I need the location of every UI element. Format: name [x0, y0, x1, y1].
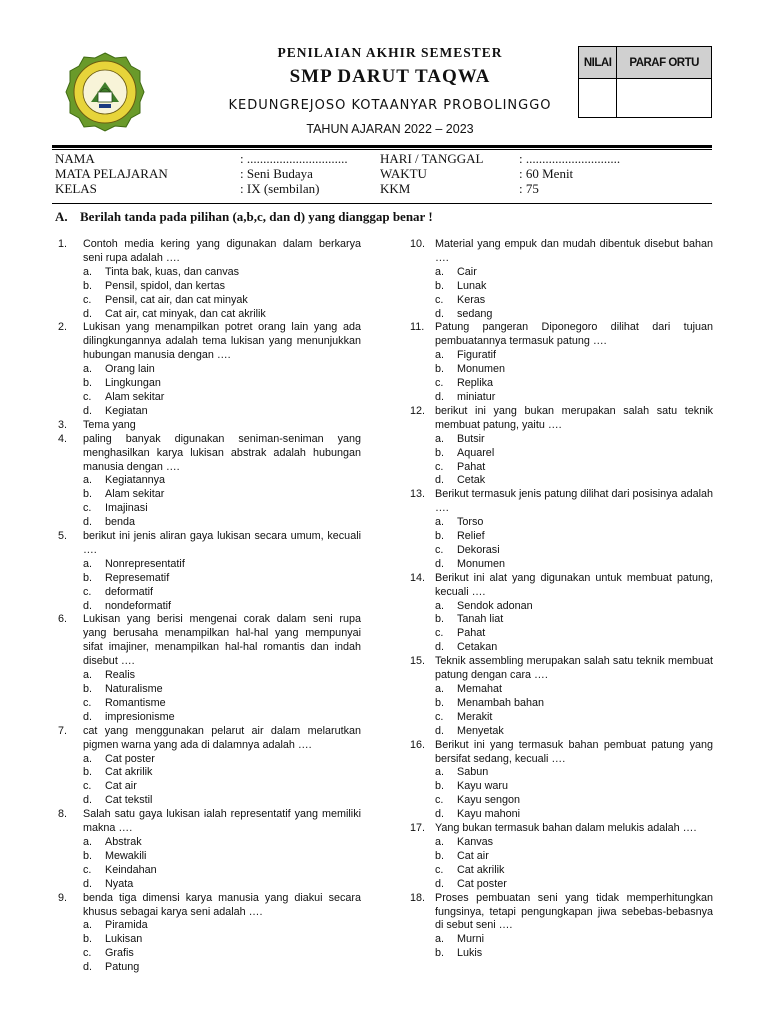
question-number: 14. — [410, 571, 426, 584]
info-row — [55, 166, 715, 181]
option-letter: b. — [435, 947, 445, 960]
answer-option[interactable] — [410, 613, 713, 627]
answer-option[interactable] — [410, 391, 713, 405]
option-text: Romantisme — [105, 696, 166, 709]
question-text: cat yang menggunakan pelarut air dalam melarutkan pigmen warna yang ada di dalamnya adalah …. — [83, 724, 361, 751]
option-letter: c. — [83, 947, 92, 960]
school-logo — [65, 52, 145, 132]
option-text: Abstrak — [105, 835, 142, 848]
answer-option[interactable] — [410, 947, 713, 961]
option-letter: b. — [83, 377, 93, 390]
option-text: Kegiatannya — [105, 474, 166, 487]
option-text: Lukis — [457, 947, 483, 960]
option-letter: b. — [83, 279, 93, 292]
answer-option[interactable] — [58, 697, 361, 711]
exam-title: PENILAIAN AKHIR SEMESTER — [277, 45, 503, 60]
question-number: 17. — [410, 822, 426, 835]
option-letter: d. — [435, 641, 445, 654]
option-text: Menambah bahan — [457, 696, 545, 709]
option-text: Patung — [105, 961, 140, 974]
option-letter: d. — [435, 724, 445, 737]
info-value: : 60 Menit — [519, 166, 574, 181]
answer-option[interactable] — [410, 627, 713, 641]
answer-option[interactable] — [410, 558, 713, 572]
answer-option[interactable] — [58, 683, 361, 697]
option-letter: d. — [435, 877, 445, 890]
answer-option[interactable] — [410, 600, 713, 614]
answer-option[interactable] — [58, 961, 361, 975]
answer-option[interactable] — [58, 266, 361, 280]
school-address: KEDUNGREJOSO KOTAANYAR PROBOLINGGO — [228, 98, 552, 113]
option-letter: d. — [435, 307, 445, 320]
option-letter: c. — [83, 696, 92, 709]
score-field[interactable] — [579, 79, 617, 118]
option-letter: b. — [83, 488, 93, 501]
question — [58, 433, 361, 475]
option-text: Pahat — [457, 627, 486, 640]
option-letter: c. — [435, 543, 444, 556]
info-value: : Seni Budaya — [240, 166, 313, 181]
option-letter: a. — [83, 919, 93, 932]
question — [410, 892, 713, 934]
option-text: Kayu waru — [457, 780, 509, 793]
question — [410, 321, 713, 349]
question-number: 12. — [410, 404, 426, 417]
option-text: Lingkungan — [105, 377, 161, 390]
option-letter: d. — [435, 474, 445, 487]
school-name: SMP DARUT TAQWA — [289, 66, 491, 87]
option-letter: b. — [435, 849, 445, 862]
answer-option[interactable] — [410, 280, 713, 294]
option-letter: a. — [83, 835, 93, 848]
option-text: Cat air — [105, 780, 137, 793]
answer-option[interactable] — [410, 683, 713, 697]
option-letter: b. — [83, 683, 93, 695]
answer-option[interactable] — [58, 474, 361, 488]
option-letter: c. — [83, 585, 92, 598]
option-letter: d. — [435, 557, 445, 570]
answer-option[interactable] — [58, 947, 361, 961]
question — [410, 739, 713, 767]
answer-option[interactable] — [58, 850, 361, 864]
question-number: 5. — [58, 530, 68, 543]
question — [58, 419, 361, 433]
option-letter: c. — [83, 390, 92, 403]
option-letter: b. — [83, 766, 93, 779]
option-text: Grafis — [105, 947, 134, 960]
question — [58, 613, 361, 669]
question — [58, 892, 361, 920]
info-divider — [52, 203, 712, 204]
section-label: A. — [55, 209, 68, 224]
answer-option[interactable] — [410, 377, 713, 391]
option-letter: b. — [435, 279, 445, 292]
option-text: Cetakan — [457, 641, 498, 654]
parent-sign-label: PARAF ORTU — [617, 47, 712, 79]
question-number: 2. — [58, 321, 68, 334]
question-text: Berikut ini yang termasuk bahan pembuat patung yang bersifat sedang, kecuali …. — [435, 738, 713, 765]
name-field[interactable]: : ............................... — [240, 151, 348, 166]
option-letter: a. — [435, 933, 445, 946]
question-text: Berikut ini alat yang digunakan untuk membuat patung, kecuali …. — [435, 571, 713, 598]
option-text: Pensil, cat air, dan cat minyak — [105, 293, 248, 306]
question-number: 7. — [58, 724, 68, 737]
option-letter: a. — [83, 669, 93, 682]
option-text: nondeformatif — [105, 599, 172, 612]
option-letter: a. — [435, 349, 445, 362]
option-letter: a. — [435, 835, 445, 848]
answer-option[interactable] — [58, 711, 361, 725]
question-number: 1. — [58, 238, 68, 250]
option-letter: a. — [83, 265, 93, 278]
score-box — [578, 46, 712, 118]
question-text: Contoh media kering yang digunakan dalam berkarya seni rupa adalah …. — [83, 238, 361, 264]
question-text: benda tiga dimensi karya manusia yang diakui secara khusus sebagai karya seni adalah …. — [83, 891, 361, 918]
question-text: Berikut termasuk jenis patung dilihat dari posisinya adalah …. — [435, 488, 713, 515]
answer-option[interactable] — [58, 864, 361, 878]
question-text: Yang bukan termasuk bahan dalam melukis adalah …. — [435, 822, 697, 835]
option-text: Cat akrilik — [457, 863, 505, 876]
answer-option[interactable] — [410, 474, 713, 488]
option-letter: a. — [83, 752, 93, 765]
question — [410, 488, 713, 516]
option-text: Nyata — [105, 877, 134, 890]
parent-sign-field[interactable] — [617, 79, 712, 118]
option-letter: a. — [435, 265, 445, 278]
option-text: Monumen — [457, 363, 506, 376]
answer-option[interactable] — [410, 725, 713, 739]
option-letter: d. — [435, 808, 445, 821]
option-letter: a. — [435, 766, 445, 779]
score-label: NILAI — [579, 47, 617, 79]
answer-option[interactable] — [58, 405, 361, 419]
option-text: Alam sekitar — [105, 390, 165, 403]
option-text: Cat air, cat minyak, dan cat akrilik — [105, 307, 266, 320]
info-row — [55, 151, 715, 166]
student-info — [55, 151, 715, 196]
option-text: Keras — [457, 293, 486, 306]
info-row — [55, 181, 715, 196]
option-text: Mewakili — [105, 849, 147, 862]
answer-option[interactable] — [58, 280, 361, 294]
answer-option[interactable] — [410, 447, 713, 461]
answer-option[interactable] — [410, 308, 713, 322]
question — [410, 572, 713, 600]
question — [58, 725, 361, 753]
answer-option[interactable] — [58, 766, 361, 780]
question — [410, 238, 713, 266]
option-text: Lunak — [457, 279, 487, 292]
question — [58, 238, 361, 266]
questions-right-column — [410, 238, 713, 961]
answer-option[interactable] — [410, 766, 713, 780]
option-letter: d. — [83, 516, 93, 529]
option-text: miniatur — [457, 390, 496, 403]
answer-option[interactable] — [58, 572, 361, 586]
option-letter: d. — [83, 710, 93, 723]
option-text: Memahat — [457, 683, 503, 695]
question-number: 13. — [410, 488, 426, 501]
question-number: 3. — [58, 418, 68, 431]
answer-option[interactable] — [58, 794, 361, 808]
question-text: Proses pembuatan seni yang tidak memperhitungkan fungsinya, tetapi pengungkapan jiwa sebebas-bebasnya di sebut seni …. — [435, 891, 713, 932]
answer-option[interactable] — [58, 586, 361, 600]
question — [58, 321, 361, 363]
answer-option[interactable] — [410, 711, 713, 725]
option-letter: d. — [83, 877, 93, 890]
academic-year: TAHUN AJARAN 2022 – 2023 — [306, 122, 474, 136]
info-value: : 75 — [519, 181, 539, 196]
option-text: Lukisan — [105, 933, 143, 946]
answer-option[interactable] — [410, 641, 713, 655]
header-divider — [52, 145, 712, 150]
option-letter: d. — [83, 961, 93, 974]
option-letter: b. — [83, 571, 93, 584]
answer-option[interactable] — [410, 836, 713, 850]
question-text: berikut ini jenis aliran gaya lukisan secara umum, kecuali …. — [83, 530, 361, 556]
question-text: Patung pangeran Diponegoro dilihat dari tujuan pembuatannya termasuk patung …. — [435, 321, 713, 348]
option-letter: d. — [83, 794, 93, 807]
answer-option[interactable] — [58, 377, 361, 391]
option-text: Realis — [105, 669, 136, 682]
option-text: Cat poster — [105, 752, 155, 765]
option-text: Menyetak — [457, 724, 504, 737]
answer-option[interactable] — [58, 836, 361, 850]
question-number: 16. — [410, 738, 426, 751]
option-text: Butsir — [457, 432, 485, 445]
option-text: Torso — [457, 516, 484, 529]
question-text: Lukisan yang berisi mengenai corak dalam seni rupa yang berusaha menampilkan hal-hal yang mempunyai sifat imajiner, menampilkan hal-hal romantis dan indah disebut …. — [83, 613, 361, 668]
answer-option[interactable] — [410, 530, 713, 544]
answer-option[interactable] — [58, 391, 361, 405]
option-text: impresionisme — [105, 710, 175, 723]
info-label: WAKTU — [380, 166, 427, 181]
option-text: Imajinasi — [105, 502, 148, 515]
option-text: Kegiatan — [105, 404, 148, 417]
answer-option[interactable] — [58, 780, 361, 794]
option-text: Murni — [457, 933, 484, 946]
answer-option[interactable] — [410, 933, 713, 947]
question-number: 10. — [410, 238, 426, 250]
question-number: 4. — [58, 432, 68, 445]
info-label: KKM — [380, 181, 411, 196]
option-text: Sendok adonan — [457, 599, 533, 612]
answer-option[interactable] — [410, 516, 713, 530]
info-label: KELAS — [55, 181, 97, 196]
question-number: 18. — [410, 891, 426, 904]
option-letter: a. — [435, 683, 445, 695]
answer-option[interactable] — [58, 669, 361, 683]
answer-option[interactable] — [58, 933, 361, 947]
question-text: paling banyak digunakan seniman-seniman yang menghasilkan karya lukisan abstrak adalah hubungan manusia dengan …. — [83, 432, 361, 473]
option-text: Piramida — [105, 919, 148, 932]
option-letter: d. — [435, 390, 445, 403]
option-text: Cat poster — [457, 877, 507, 890]
option-letter: b. — [435, 446, 445, 459]
option-letter: c. — [435, 627, 444, 640]
questions-left-column — [58, 238, 361, 975]
option-text: Kayu mahoni — [457, 808, 521, 821]
answer-option[interactable] — [58, 308, 361, 322]
question — [410, 655, 713, 683]
option-text: Nonrepresentatif — [105, 557, 185, 570]
option-text: Replika — [457, 377, 494, 390]
answer-option[interactable] — [410, 864, 713, 878]
option-letter: b. — [435, 613, 445, 626]
answer-option[interactable] — [58, 488, 361, 502]
option-letter: d. — [83, 307, 93, 320]
option-text: deformatif — [105, 585, 154, 598]
option-text: Orang lain — [105, 363, 155, 376]
answer-option[interactable] — [410, 461, 713, 475]
option-letter: c. — [83, 863, 92, 876]
option-letter: d. — [83, 599, 93, 612]
option-letter: c. — [435, 293, 444, 306]
answer-option[interactable] — [410, 544, 713, 558]
question — [410, 405, 713, 433]
option-text: Kayu sengon — [457, 794, 521, 807]
question-text: Teknik assembling merupakan salah satu teknik membuat patung dengan cara …. — [435, 655, 713, 682]
answer-option[interactable] — [58, 919, 361, 933]
option-text: benda — [105, 516, 136, 529]
option-text: Tanah liat — [457, 613, 504, 626]
option-letter: b. — [435, 530, 445, 543]
answer-option[interactable] — [410, 266, 713, 280]
answer-option[interactable] — [410, 433, 713, 447]
option-letter: b. — [435, 363, 445, 376]
question-number: 8. — [58, 808, 68, 821]
option-letter: b. — [435, 696, 445, 709]
option-text: Cat air — [457, 849, 489, 862]
info-label: NAMA — [55, 151, 95, 166]
question — [410, 822, 713, 836]
answer-option[interactable] — [410, 349, 713, 363]
option-letter: a. — [435, 516, 445, 529]
answer-option[interactable] — [58, 502, 361, 516]
option-letter: c. — [83, 502, 92, 515]
option-letter: b. — [83, 849, 93, 862]
info-label: MATA PELAJARAN — [55, 166, 168, 181]
answer-option[interactable] — [58, 600, 361, 614]
option-letter: c. — [83, 780, 92, 793]
option-letter: c. — [435, 460, 444, 473]
question — [58, 530, 361, 558]
option-text: Merakit — [457, 710, 493, 723]
answer-option[interactable] — [410, 697, 713, 711]
option-text: Cair — [457, 265, 477, 278]
option-text: Cat akrilik — [105, 766, 153, 779]
option-text: Alam sekitar — [105, 488, 165, 501]
section-instruction — [55, 209, 433, 225]
answer-option[interactable] — [410, 363, 713, 377]
question-text: berikut ini yang bukan merupakan salah satu teknik membuat patung, yaitu …. — [435, 404, 713, 431]
answer-option[interactable] — [58, 294, 361, 308]
answer-option[interactable] — [58, 878, 361, 892]
question-number: 6. — [58, 613, 68, 626]
option-letter: b. — [83, 933, 93, 946]
option-text: Dekorasi — [457, 543, 500, 556]
option-text: sedang — [457, 307, 493, 320]
question-number: 11. — [410, 321, 425, 334]
option-letter: d. — [83, 404, 93, 417]
option-text: Keindahan — [105, 863, 157, 876]
answer-option[interactable] — [410, 780, 713, 794]
instruction-text: Berilah tanda pada pilihan (a,b,c, dan d) yang dianggap benar ! — [80, 209, 433, 224]
question-number: 9. — [58, 891, 68, 904]
option-letter: a. — [435, 432, 445, 445]
answer-option[interactable] — [410, 878, 713, 892]
option-letter: a. — [83, 363, 93, 376]
option-text: Figuratif — [457, 349, 497, 362]
option-text: Pensil, spidol, dan kertas — [105, 279, 226, 292]
option-text: Cat tekstil — [105, 794, 153, 807]
option-letter: b. — [435, 780, 445, 793]
option-letter: a. — [435, 599, 445, 612]
option-letter: c. — [435, 710, 444, 723]
info-label: HARI / TANGGAL — [380, 151, 484, 166]
option-letter: c. — [435, 863, 444, 876]
answer-option[interactable] — [410, 850, 713, 864]
option-text: Relief — [457, 530, 485, 543]
option-text: Sabun — [457, 766, 489, 779]
answer-option[interactable] — [410, 794, 713, 808]
question-text: Material yang empuk dan mudah dibentuk disebut bahan …. — [435, 238, 713, 264]
answer-option[interactable] — [410, 294, 713, 308]
option-letter: c. — [435, 377, 444, 390]
option-letter: a. — [83, 557, 93, 570]
option-text: Represematif — [105, 571, 170, 584]
option-text: Aquarel — [457, 446, 495, 459]
question-number: 15. — [410, 655, 426, 668]
option-text: Kanvas — [457, 835, 494, 848]
option-letter: c. — [83, 293, 92, 306]
info-value: : IX (sembilan) — [240, 181, 320, 196]
answer-option[interactable] — [58, 363, 361, 377]
option-text: Monumen — [457, 557, 506, 570]
answer-option[interactable] — [58, 516, 361, 530]
option-text: Cetak — [457, 474, 486, 487]
question-text: Tema yang — [83, 418, 136, 431]
option-text: Pahat — [457, 460, 486, 473]
question-text: Salah satu gaya lukisan ialah representatif yang memiliki makna …. — [83, 808, 361, 835]
date-field[interactable]: : ............................. — [519, 151, 621, 166]
answer-option[interactable] — [58, 753, 361, 767]
question — [58, 808, 361, 836]
answer-option[interactable] — [410, 808, 713, 822]
option-text: Naturalisme — [105, 683, 163, 695]
option-letter: a. — [83, 474, 93, 487]
option-text: Tinta bak, kuas, dan canvas — [105, 265, 240, 278]
option-letter: c. — [435, 794, 444, 807]
question-text: Lukisan yang menampilkan potret orang lain yang ada dilingkungannya adalah tema lukisan yang menunjukkan hubungan manusia dengan …. — [83, 321, 361, 362]
answer-option[interactable] — [58, 558, 361, 572]
